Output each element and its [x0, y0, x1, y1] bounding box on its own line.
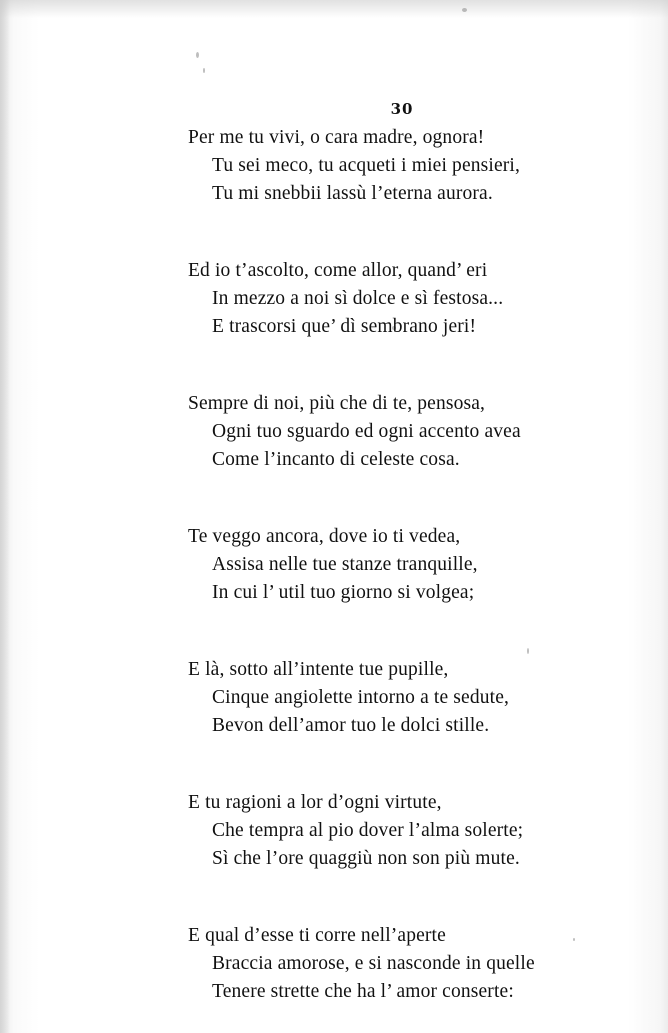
- verse-line: Per me tu vivi, o cara madre, ognora!: [188, 127, 485, 148]
- verse-line: Tu sei meco, tu acqueti i miei pensieri,: [212, 155, 521, 176]
- verse-line: Sì che l’ore quaggiù non son più mute.: [212, 848, 520, 869]
- verse-line: Ed io t’ascolto, come allor, quand’ eri: [188, 260, 488, 281]
- verse-line: Assisa nelle tue stanze tranquille,: [212, 554, 478, 575]
- verse-line: In mezzo a noi sì dolce e sì festosa...: [212, 288, 504, 309]
- verse-line: Come l’incanto di celeste cosa.: [212, 449, 460, 470]
- verse-line: Ogni tuo sguardo ed ogni accento avea: [212, 421, 521, 442]
- verse-line: E tu ragioni a lor d’ogni virtute,: [188, 792, 442, 813]
- verse-line: Che tempra al pio dover l’alma solerte;: [212, 820, 524, 841]
- stanza: [188, 124, 608, 208]
- stanza: [188, 390, 608, 474]
- verse-line: Tenere strette che ha l’ amor conserte:: [212, 981, 514, 1002]
- verse-line: Tu mi snebbii lassù l’eterna aurora.: [212, 183, 493, 204]
- scan-speck: [196, 52, 199, 58]
- stanza: [188, 523, 608, 607]
- verse-line: Te veggo ancora, dove io ti vedea,: [188, 526, 461, 547]
- verse-line: E qual d’esse ti corre nell’aperte: [188, 925, 446, 946]
- verse-line: Cinque angiolette intorno a te sedute,: [212, 687, 510, 708]
- scan-speck: [203, 68, 205, 73]
- verse-line: Braccia amorose, e si nasconde in quelle: [212, 953, 535, 974]
- verse-line: Bevon dell’amor tuo le dolci stille.: [212, 715, 490, 736]
- verse-line: E là, sotto all’intente tue pupille,: [188, 659, 449, 680]
- stanza: [188, 922, 608, 1006]
- verse-line: In cui l’ util tuo giorno si volgea;: [212, 582, 475, 603]
- page-edge-shadow-top: [0, 0, 668, 18]
- scan-speck: [462, 8, 467, 12]
- stanza: [188, 789, 608, 873]
- verse-line: E trascorsi que’ dì sembrano jeri!: [212, 316, 477, 337]
- verse-line: Sempre di noi, più che di te, pensosa,: [188, 393, 486, 414]
- stanza: [188, 656, 608, 740]
- page-edge-shadow-left: [0, 0, 10, 1033]
- page-number: 30: [390, 100, 414, 118]
- stanza: [188, 257, 608, 341]
- poem-text: [188, 124, 608, 1033]
